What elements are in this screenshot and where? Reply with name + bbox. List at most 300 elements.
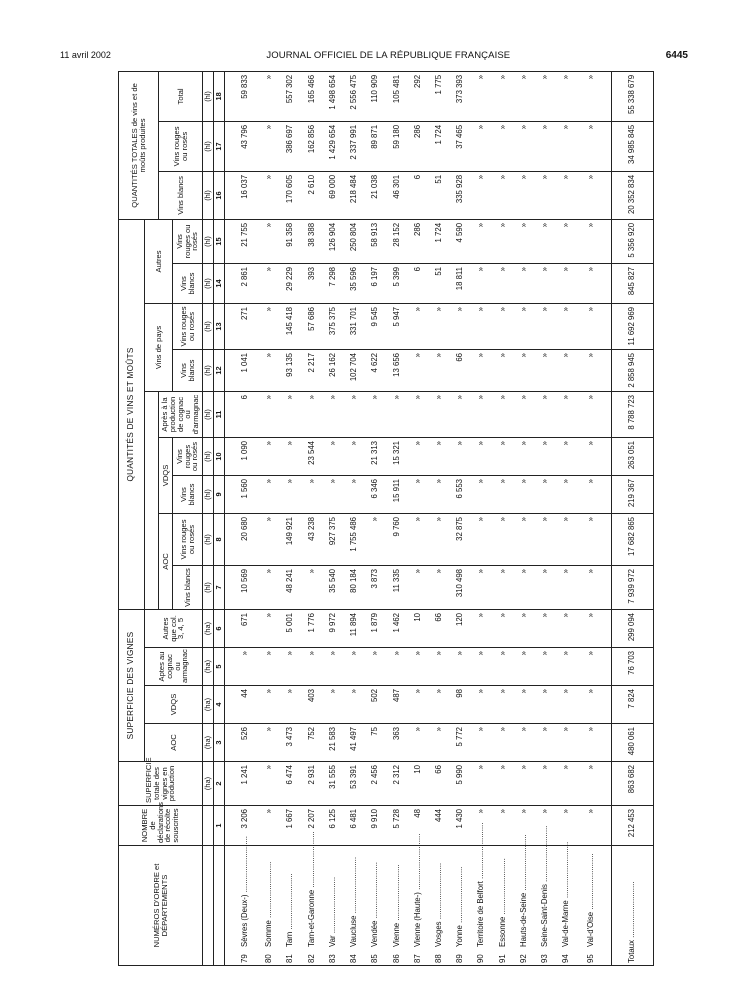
header-nombre: NOMBRE de déclarations de récolte souscrites (119, 806, 203, 846)
table-row (301, 71, 322, 965)
value-cell: » (535, 263, 556, 303)
value-cell: » (407, 565, 428, 609)
header-vdqs-rouges: Vins rouges ou rosés (173, 437, 203, 475)
value-cell: » (301, 565, 322, 609)
value-cell: 1 755 486 (344, 513, 365, 565)
value-cell: 9 760 (386, 513, 407, 565)
totals-label: Totaux .......................... (611, 846, 653, 966)
department-code: 85 (370, 954, 380, 963)
department-code: 82 (306, 954, 316, 963)
value-cell: » (471, 391, 492, 437)
value-cell: 69 000 (322, 171, 343, 219)
value-cell: 162 856 (301, 121, 322, 171)
department-cell (535, 825, 556, 966)
column-number: 9 (214, 475, 225, 513)
column-number: 3 (214, 724, 225, 762)
department-code: 80 (264, 954, 274, 963)
value-cell: 11 335 (386, 565, 407, 609)
value-cell: 375 375 (322, 303, 343, 349)
value-cell: » (301, 648, 322, 686)
value-cell: » (471, 609, 492, 647)
department-code: 90 (476, 954, 486, 963)
column-number: 10 (214, 437, 225, 475)
column-number: 5 (214, 648, 225, 686)
value-cell: » (577, 171, 611, 219)
header-vdqs-blancs: Vins blancs (173, 475, 203, 513)
header-pays-rouges: Vins rouges ou rosés (173, 303, 203, 349)
column-number: 4 (214, 686, 225, 724)
value-cell: 15 321 (386, 437, 407, 475)
value-cell: 2 217 (301, 349, 322, 391)
value-cell: » (556, 171, 577, 219)
value-cell: » (450, 437, 471, 475)
value-cell: » (535, 121, 556, 171)
header-pays-blancs: Vins blancs (173, 349, 203, 391)
value-cell: 403 (301, 686, 322, 724)
table-row (225, 71, 259, 965)
value-cell: » (556, 475, 577, 513)
value-cell: » (577, 513, 611, 565)
table-row (492, 71, 513, 965)
value-cell: 9 972 (322, 609, 343, 647)
value-cell: » (280, 391, 301, 437)
value-cell: 51 (429, 263, 450, 303)
page-header (60, 48, 688, 62)
column-number: 7 (214, 565, 225, 609)
unit-cell: (ha) (203, 762, 214, 806)
value-cell: » (407, 724, 428, 762)
value-cell: » (513, 171, 534, 219)
value-cell: 2 610 (301, 171, 322, 219)
value-cell: 93 135 (280, 349, 301, 391)
value-cell: » (365, 391, 386, 437)
value-cell: » (492, 648, 513, 686)
total-value-cell: 863 682 (611, 762, 653, 806)
total-value-cell: 263 051 (611, 437, 653, 475)
value-cell: 4 622 (365, 349, 386, 391)
value-cell: 18 811 (450, 263, 471, 303)
value-cell: 250 804 (344, 219, 365, 263)
value-cell: » (513, 71, 534, 121)
value-cell: » (344, 686, 365, 724)
value-cell: » (471, 303, 492, 349)
value-cell: 6 (407, 263, 428, 303)
value-cell: » (471, 686, 492, 724)
department-code: 89 (455, 954, 465, 963)
total-value-cell: 219 367 (611, 475, 653, 513)
value-cell: » (386, 648, 407, 686)
table-row (322, 71, 343, 965)
department-code: 93 (540, 954, 550, 963)
value-cell: 9 545 (365, 303, 386, 349)
value-cell: 11 894 (344, 609, 365, 647)
value-cell: 170 605 (280, 171, 301, 219)
value-cell: 44 (225, 686, 259, 724)
value-cell: » (450, 648, 471, 686)
total-value-cell: 76 703 (611, 648, 653, 686)
value-cell: » (322, 437, 343, 475)
total-value-cell: 8 788 723 (611, 391, 653, 437)
wine-harvest-table-container (118, 74, 654, 966)
unit-cell: (hl) (203, 475, 214, 513)
value-cell: » (492, 762, 513, 806)
value-cell: » (513, 513, 534, 565)
value-cell: 2 456 (365, 762, 386, 806)
department-cell (280, 846, 301, 966)
table-row (407, 71, 428, 965)
value-cell: » (577, 475, 611, 513)
value-cell: » (259, 171, 280, 219)
unit-cell: (ha) (203, 648, 214, 686)
page-date: 11 avril 2002 (60, 50, 111, 60)
column-number: 12 (214, 349, 225, 391)
value-cell: 1 560 (225, 475, 259, 513)
value-cell: » (492, 609, 513, 647)
value-cell: » (492, 686, 513, 724)
value-cell: » (577, 437, 611, 475)
value-cell: 752 (301, 724, 322, 762)
value-cell: » (259, 71, 280, 121)
header-vdqs-ha: VDQS (145, 686, 203, 724)
value-cell: 35 596 (344, 263, 365, 303)
value-cell: 1 775 (429, 71, 450, 121)
value-cell: 10 569 (225, 565, 259, 609)
value-cell: 38 388 (301, 219, 322, 263)
total-value-cell: 480 061 (611, 724, 653, 762)
unit-cell: (ha) (203, 609, 214, 647)
department-name: Yonne .......................... (455, 866, 465, 947)
total-value-cell: 7 939 972 (611, 565, 653, 609)
total-value-cell: 2 858 945 (611, 349, 653, 391)
value-cell: 331 701 (344, 303, 365, 349)
value-cell: 218 484 (344, 171, 365, 219)
value-cell: 20 680 (225, 513, 259, 565)
department-name: Sèvres (Deux-) .......................... (239, 836, 249, 947)
value-cell: » (259, 121, 280, 171)
value-cell: 98 (450, 686, 471, 724)
value-cell: » (471, 762, 492, 806)
value-cell: 5 772 (450, 724, 471, 762)
department-code: 79 (239, 954, 249, 963)
value-cell: » (471, 475, 492, 513)
column-numbers-row (214, 71, 225, 965)
value-cell: » (429, 686, 450, 724)
total-value-cell: 845 827 (611, 263, 653, 303)
value-cell: 363 (386, 724, 407, 762)
value-cell: » (556, 121, 577, 171)
value-cell: » (513, 349, 534, 391)
value-cell: » (577, 219, 611, 263)
value-cell: » (513, 762, 534, 806)
value-cell: » (259, 349, 280, 391)
unit-cell: (hl) (203, 513, 214, 565)
department-name: Vosges .......................... (434, 862, 444, 947)
value-cell: 2 931 (301, 762, 322, 806)
department-name: Val-de-Marne .......................... (561, 841, 571, 947)
value-cell: 91 358 (280, 219, 301, 263)
value-cell: » (429, 475, 450, 513)
value-cell: 37 465 (450, 121, 471, 171)
value-cell: » (259, 391, 280, 437)
value-cell: » (322, 686, 343, 724)
value-cell: 6 (225, 391, 259, 437)
value-cell: » (259, 513, 280, 565)
value-cell: » (535, 513, 556, 565)
value-cell: 5 001 (280, 609, 301, 647)
value-cell: » (577, 391, 611, 437)
value-cell: » (471, 121, 492, 171)
column-number: 8 (214, 513, 225, 565)
value-cell: » (471, 219, 492, 263)
value-cell: 386 697 (280, 121, 301, 171)
total-value-cell: 55 338 679 (611, 71, 653, 121)
value-cell: » (535, 71, 556, 121)
column-number: 18 (214, 71, 225, 121)
value-cell: 373 393 (450, 71, 471, 121)
table-body (225, 71, 654, 965)
value-cell: 3 206 (225, 806, 259, 846)
value-cell: 487 (386, 686, 407, 724)
unit-cell: (hl) (203, 71, 214, 121)
value-cell: » (344, 475, 365, 513)
value-cell: » (492, 513, 513, 565)
value-cell: 53 391 (344, 762, 365, 806)
department-name: Somme .......................... (264, 861, 274, 947)
department-cell (556, 841, 577, 966)
value-cell: » (344, 391, 365, 437)
value-cell: » (492, 71, 513, 121)
value-cell: 66 (429, 609, 450, 647)
value-cell: » (280, 437, 301, 475)
value-cell: » (386, 391, 407, 437)
value-cell: 10 (407, 609, 428, 647)
value-cell: 31 555 (322, 762, 343, 806)
value-cell: » (259, 648, 280, 686)
header-vins-de-pays: Vins de pays (145, 303, 173, 391)
total-value-cell: 212 453 (611, 806, 653, 846)
value-cell: 1 879 (365, 609, 386, 647)
value-cell: 1 667 (280, 806, 301, 846)
value-cell: » (344, 437, 365, 475)
value-cell: 43 796 (225, 121, 259, 171)
total-value-cell: 11 692 969 (611, 303, 653, 349)
department-name: Vaucluse .......................... (349, 857, 359, 947)
table-row (577, 71, 611, 965)
value-cell: 502 (365, 686, 386, 724)
value-cell: » (450, 303, 471, 349)
value-cell: 6 (407, 171, 428, 219)
value-cell: » (513, 263, 534, 303)
value-cell: 145 418 (280, 303, 301, 349)
total-value-cell: 34 985 845 (611, 121, 653, 171)
department-code: 92 (518, 954, 528, 963)
value-cell: » (535, 565, 556, 609)
value-cell: 59 180 (386, 121, 407, 171)
value-cell: » (492, 263, 513, 303)
header-quantites-totales: QUANTITÉS TOTALES de vins et de moûts produites (119, 71, 159, 219)
value-cell: » (535, 648, 556, 686)
department-cell (429, 846, 450, 966)
department-name: Vienne (Haute-) .......................... (412, 833, 422, 947)
value-cell: » (280, 648, 301, 686)
value-cell: 4 590 (450, 219, 471, 263)
value-cell: » (407, 349, 428, 391)
department-code: 86 (391, 954, 401, 963)
value-cell: 3 473 (280, 724, 301, 762)
department-name: Essonne .......................... (497, 858, 507, 947)
value-cell: 286 (407, 219, 428, 263)
department-name: Tarn .......................... (285, 873, 295, 947)
value-cell: 9 910 (365, 806, 386, 846)
department-code: 81 (285, 954, 295, 963)
value-cell: » (556, 762, 577, 806)
department-cell (322, 846, 343, 966)
value-cell: » (322, 475, 343, 513)
value-cell: 5 399 (386, 263, 407, 303)
value-cell: 1 429 654 (322, 121, 343, 171)
value-cell: » (259, 686, 280, 724)
value-cell: 57 686 (301, 303, 322, 349)
department-name: Territoire de Belfort .......................... (476, 822, 486, 947)
value-cell: » (259, 806, 280, 846)
department-name: Tarn-et-Garonne .......................... (306, 831, 316, 947)
value-cell: » (535, 349, 556, 391)
value-cell: 393 (301, 263, 322, 303)
value-cell: 46 301 (386, 171, 407, 219)
value-cell: » (556, 609, 577, 647)
value-cell: 1 462 (386, 609, 407, 647)
value-cell: » (556, 263, 577, 303)
total-value-cell: 20 352 834 (611, 171, 653, 219)
department-name: Val-d'Oise .......................... (585, 853, 595, 947)
value-cell: » (259, 762, 280, 806)
totals-row (611, 71, 653, 965)
value-cell: » (471, 513, 492, 565)
header-totales-total: Total (159, 71, 203, 121)
value-cell: » (577, 686, 611, 724)
value-cell: » (513, 303, 534, 349)
value-cell: » (535, 609, 556, 647)
value-cell: » (492, 437, 513, 475)
total-value-cell: 7 824 (611, 686, 653, 724)
value-cell: » (471, 171, 492, 219)
value-cell: » (471, 648, 492, 686)
value-cell: 165 466 (301, 71, 322, 121)
value-cell: » (556, 437, 577, 475)
department-code: 95 (585, 954, 595, 963)
value-cell: » (556, 806, 577, 846)
column-number: 15 (214, 219, 225, 263)
value-cell: 32 875 (450, 513, 471, 565)
value-cell: » (513, 437, 534, 475)
department-name: Vendée .......................... (370, 862, 380, 947)
unit-cell: (hl) (203, 349, 214, 391)
value-cell: 58 913 (365, 219, 386, 263)
value-cell: » (577, 349, 611, 391)
department-cell (577, 846, 611, 966)
department-cell (301, 831, 322, 966)
column-number: 14 (214, 263, 225, 303)
value-cell: » (322, 648, 343, 686)
table-row (450, 71, 471, 965)
department-code: 87 (412, 954, 422, 963)
value-cell: » (471, 565, 492, 609)
value-cell: » (407, 513, 428, 565)
value-cell: » (429, 349, 450, 391)
department-code: 88 (434, 954, 444, 963)
header-autres-rouges: Vins rouges ou rosés (173, 219, 203, 263)
value-cell: 526 (225, 724, 259, 762)
column-number: 11 (214, 391, 225, 437)
value-cell: » (429, 648, 450, 686)
value-cell: 1 041 (225, 349, 259, 391)
value-cell: » (365, 648, 386, 686)
table-row (429, 71, 450, 965)
value-cell: » (407, 475, 428, 513)
value-cell: » (535, 724, 556, 762)
value-cell: 48 241 (280, 565, 301, 609)
value-cell: 444 (429, 806, 450, 846)
value-cell: » (556, 391, 577, 437)
value-cell: 1 498 654 (322, 71, 343, 121)
header-autres-blancs: Vins blancs (173, 263, 203, 303)
value-cell: » (225, 648, 259, 686)
table-row (344, 71, 365, 965)
value-cell: » (513, 391, 534, 437)
table-row (386, 71, 407, 965)
department-cell (259, 846, 280, 966)
value-cell: 5 947 (386, 303, 407, 349)
department-cell (344, 846, 365, 966)
column-number: 17 (214, 121, 225, 171)
value-cell: 1 090 (225, 437, 259, 475)
table-row (280, 71, 301, 965)
table-row (556, 71, 577, 965)
unit-cell: (hl) (203, 121, 214, 171)
value-cell: » (556, 648, 577, 686)
value-cell: » (535, 303, 556, 349)
department-cell (407, 833, 428, 966)
total-value-cell: 5 356 920 (611, 219, 653, 263)
value-cell: » (407, 303, 428, 349)
value-cell: 6 553 (450, 475, 471, 513)
value-cell: » (556, 71, 577, 121)
header-aoc-rouges: Vins rouges ou rosés (173, 513, 203, 565)
value-cell: » (301, 475, 322, 513)
value-cell: 10 (407, 762, 428, 806)
department-cell (450, 846, 471, 966)
page-number: 6445 (665, 49, 688, 61)
value-cell: » (577, 762, 611, 806)
department-code: 94 (561, 954, 571, 963)
header-autres-cols: Autres que col. 3, 4, 5 (145, 609, 203, 647)
department-cell (386, 846, 407, 966)
value-cell: 7 298 (322, 263, 343, 303)
value-cell: » (577, 71, 611, 121)
value-cell: 120 (450, 609, 471, 647)
header-aoc-blancs: Vins blancs (173, 565, 203, 609)
header-vdqs: VDQS (159, 437, 173, 513)
value-cell: 5 728 (386, 806, 407, 846)
header-departments: NUMÉROS D'ORDRE et DÉPARTEMENTS (119, 846, 203, 966)
value-cell: 66 (450, 349, 471, 391)
department-cell (225, 836, 259, 966)
unit-cell: (hl) (203, 565, 214, 609)
value-cell: 2 337 991 (344, 121, 365, 171)
header-apres-cognac: Après à la production de cognac ou d'armagnac (159, 391, 203, 437)
value-cell: 28 152 (386, 219, 407, 263)
column-number: 13 (214, 303, 225, 349)
